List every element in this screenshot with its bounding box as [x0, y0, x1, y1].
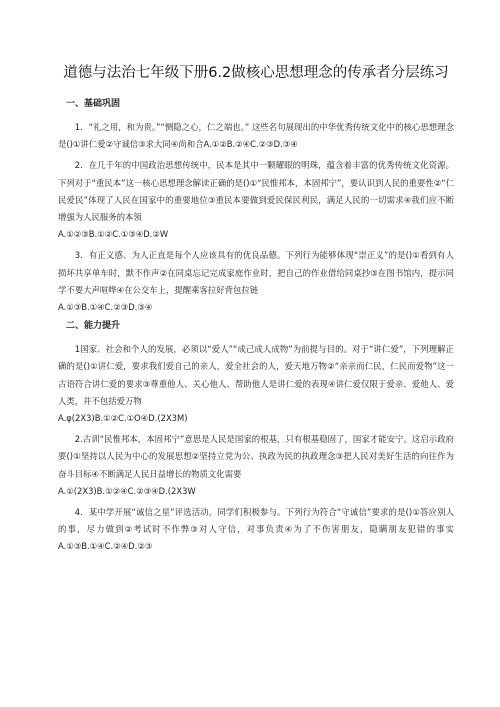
answer-options: A.①(2X3)B.①②④C.②③④D.(2X3W: [58, 485, 196, 496]
question-text: 1国家、社会和个人的发展，必须以“爱人”“成己成人成物”为前提与目的。对于“讲仁爱”，下列理解正确的是()①讲仁爱，要求我们爱自己的亲人，爱全社会的人，爱天地万物②“亲亲而仁民，仁民而爱物”这一古语符合讲仁爱的要求③尊重他人、关心他人、帮助他人是讲仁爱的表现④讲仁爱仅限于爱亲、爱他人、爱人类，并不包括爱万物: [58, 344, 454, 406]
question-text: 1．“礼之用，和为贵。”“恻隐之心，仁之端也。” 这些名句展现出的中华优秀传统文化中的核心思想理念是()①讲仁爱②守诚信③求大同④尚和合A.①②B.②④C.②③D.③④: [58, 122, 454, 150]
section-basic: [58, 98, 454, 316]
document-title: 道德与法治七年级下册6.2做核心思想理念的传承者分层练习: [63, 65, 449, 81]
question-text: 4．某中学开展“诚信之星”评选活动，同学们积极参与。下列行为符合“守诚信”要求的是()①答应别人的事，尽力做到②考试时不作弊③对人守信，对事负责④为了不伤害朋友，隐瞒朋友犯错的事实A.①③B.①④C.②④D.②③: [58, 507, 454, 552]
question-text: 3．有正义感、为人正直是每个人应该具有的优良品德。下列行为能够体现“崇正义”的是()①看到有人损坏共享单车时，默不作声②在同桌忘记完成家庭作业时，把自己的作业借给同桌抄③在图书馆内，提示同学不要大声喧哗④在公交车上，提醒乘客拉好背包拉链: [58, 250, 454, 295]
answer-options: A.①③B.①④C.②③D.③④: [58, 302, 153, 313]
answer-options: A.φ(2X3)B.①②C.①O④D.(2X3M): [58, 413, 188, 424]
question-text: 2.古训“民惟邦本，本固邦宁”意思是人民是国家的根基，只有根基稳固了，国家才能安宁。这启示政府要()①坚持以人民为中心的发展思想②坚持立党为公、执政为民的执政理念③把人民对美好生活的向往作为奋斗目标④不断满足人民日益增长的物质文化需要: [58, 434, 454, 479]
answer-options: A.①②③B.①②C.①③④D.②W: [58, 229, 169, 240]
question-text: 2．在几千年的中国政治思想传统中，民本是其中一颗耀眼的明珠，蕴含着丰富的优秀传统文化资源。下列对于“重民本”这一核心思想理念解读正确的是()①“民惟邦本，本固邦宁”，要认识到人民的重要性②“仁民爱民”体现了人民在国家中的重要地位③重民本要做到爱民保民利民，满足人民的一切需求④我们应不断增强为人民服务的本领: [58, 160, 454, 223]
section-advanced: [58, 320, 454, 555]
section-heading: 二、能力提升: [66, 321, 121, 332]
section-heading: 一、基础巩固: [66, 99, 121, 109]
